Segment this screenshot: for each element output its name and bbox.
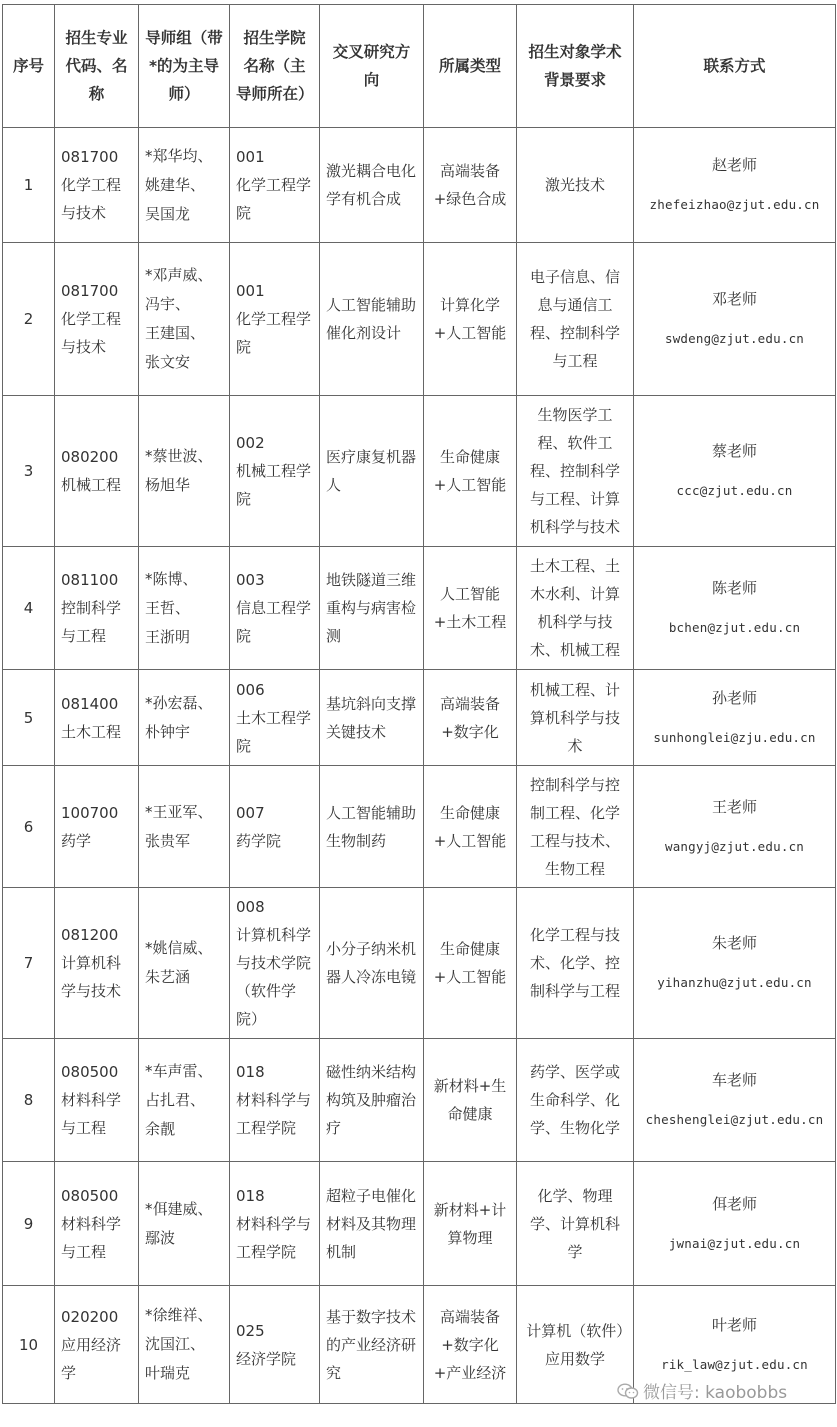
major-cell: [55, 128, 139, 243]
direction-cell: 基坑斜向支撑关键技术: [320, 670, 424, 766]
background-cell: 机械工程、计算机科学与技术: [517, 670, 634, 766]
major-cell: [55, 1286, 139, 1404]
major-cell: [55, 766, 139, 888]
major-cell: [55, 1162, 139, 1286]
category-cell: 高端装备+绿色合成: [424, 128, 517, 243]
advisor-name: 冯宇、: [145, 295, 191, 313]
advisor-name: 占扎君、: [145, 1090, 206, 1109]
major-code: 081100: [61, 571, 119, 589]
contact-name: 孙老师: [711, 688, 757, 707]
advisor-name: 王浙明: [145, 627, 191, 646]
header-category: 所属类型: [424, 5, 517, 128]
background-cell: 化学工程与技术、化学、控制科学与工程: [517, 888, 634, 1039]
school-name: 计算机科学与技术学院（软件学院）: [236, 926, 312, 1028]
school-cell: [230, 128, 320, 243]
school-code: 006: [236, 680, 265, 699]
background-cell: 电子信息、信息与通信工程、控制科学与工程: [517, 243, 634, 396]
school-code: 001: [236, 148, 265, 166]
row-index: 1: [3, 128, 55, 243]
advisor-name: *佴建威、: [145, 1199, 213, 1218]
table-row: [3, 243, 836, 396]
contact-name: 蔡老师: [711, 442, 757, 460]
school-name: 机械工程学院: [236, 462, 312, 508]
major-code: 081700: [61, 148, 119, 166]
direction-cell: 小分子纳米机器人冷冻电镜: [320, 888, 424, 1039]
school-cell: [230, 547, 320, 670]
major-cell: [55, 396, 139, 547]
advisor-name: *郑华均、: [145, 146, 213, 165]
header-contact: 联系方式: [634, 5, 836, 128]
school-name: 土木工程学院: [236, 708, 312, 755]
header-advisors: 导师组（带*的为主导师）: [139, 5, 230, 128]
table-row: [3, 670, 836, 766]
contact-email: sunhonglei@zju.edu.cn: [653, 729, 816, 745]
advisor-name: *孙宏磊、: [145, 693, 213, 712]
school-code: 025: [236, 1321, 265, 1340]
advisor-name: *陈博、: [145, 569, 198, 588]
major-code: 081700: [61, 282, 119, 300]
row-index: 4: [3, 547, 55, 670]
category-cell: 人工智能+土木工程: [424, 547, 517, 670]
contact-name: 佴老师: [711, 1194, 757, 1213]
major-cell: [55, 1039, 139, 1162]
school-code: 003: [236, 571, 265, 589]
background-cell: 化学、物理学、计算机科学: [517, 1162, 634, 1286]
advisor-name: *邓声威、: [145, 266, 213, 284]
contact-name: 邓老师: [711, 290, 757, 308]
advisor-name: *蔡世波、: [145, 447, 213, 465]
row-index: 5: [3, 670, 55, 766]
contact-name: 陈老师: [711, 579, 757, 597]
category-cell: 计算化学+人工智能: [424, 243, 517, 396]
advisor-name: *姚信威、: [145, 939, 213, 957]
contact-cell: [634, 1039, 836, 1162]
direction-cell: 医疗康复机器人: [320, 396, 424, 547]
watermark: [617, 1378, 787, 1403]
school-cell: [230, 1286, 320, 1404]
table-row: [3, 547, 836, 670]
major-cell: [55, 888, 139, 1039]
category-cell: 生命健康+人工智能: [424, 396, 517, 547]
contact-name: 王老师: [711, 797, 757, 816]
direction-cell: 基于数字技术的产业经济研究: [320, 1286, 424, 1404]
table-row: [3, 396, 836, 547]
advisor-name: 朴钟宇: [145, 722, 191, 741]
advisor-name: 余靓: [145, 1119, 176, 1138]
major-code: 081200: [61, 926, 119, 944]
contact-name: 朱老师: [711, 934, 757, 952]
contact-name: 车老师: [711, 1071, 757, 1089]
row-index: 2: [3, 243, 55, 396]
major-name: 机械工程: [61, 476, 122, 494]
school-cell: [230, 243, 320, 396]
advisor-name: 张贵军: [145, 831, 191, 850]
advisor-name: 杨旭华: [145, 476, 191, 494]
background-cell: 生物医学工程、软件工程、控制科学与工程、计算机科学与技术: [517, 396, 634, 547]
advisors-cell: [139, 128, 230, 243]
table-row: [3, 1162, 836, 1286]
school-name: 化学工程学院: [236, 176, 312, 222]
school-name: 化学工程学院: [236, 310, 312, 356]
advisor-name: 鄢波: [145, 1228, 176, 1247]
advisors-cell: [139, 766, 230, 888]
category-cell: 高端装备+数字化+产业经济: [424, 1286, 517, 1404]
contact-cell: [634, 547, 836, 670]
direction-cell: 人工智能辅助生物制药: [320, 766, 424, 888]
advisor-name: 朱艺涵: [145, 968, 191, 986]
header-school: 招生学院名称（主导师所在）: [230, 5, 320, 128]
contact-email: zhefeizhao@zjut.edu.cn: [649, 197, 820, 212]
advisors-cell: [139, 547, 230, 670]
direction-cell: 地铁隧道三维重构与病害检测: [320, 547, 424, 670]
table-row: [3, 888, 836, 1039]
contact-cell: [634, 766, 836, 888]
table-row: [3, 128, 836, 243]
advisor-name: 沈国江、: [145, 1335, 206, 1353]
advisors-cell: [139, 243, 230, 396]
advisor-name: 王哲、: [145, 598, 191, 617]
contact-email: cheshenglei@zjut.edu.cn: [645, 1112, 824, 1127]
category-cell: 新材料+计算物理: [424, 1162, 517, 1286]
school-code: 007: [236, 803, 265, 822]
advisor-name: 叶瑞克: [145, 1364, 191, 1382]
major-name: 药学: [61, 831, 92, 850]
school-cell: [230, 888, 320, 1039]
school-cell: [230, 766, 320, 888]
contact-name: 叶老师: [711, 1315, 757, 1334]
major-code: 100700: [61, 803, 119, 822]
major-name: 材料科学与工程: [61, 1091, 122, 1137]
header-row: [3, 5, 836, 128]
school-code: 018: [236, 1186, 265, 1205]
major-name: 土木工程: [61, 722, 122, 741]
header-direction: 交叉研究方向: [320, 5, 424, 128]
advisors-cell: [139, 1162, 230, 1286]
advisors-cell: [139, 888, 230, 1039]
direction-cell: 激光耦合电化学有机合成: [320, 128, 424, 243]
table-row: [3, 766, 836, 888]
contact-cell: [634, 128, 836, 243]
row-index: 6: [3, 766, 55, 888]
background-cell: 计算机（软件）应用数学: [517, 1286, 634, 1404]
contact-cell: [634, 670, 836, 766]
background-cell: 药学、医学或生命科学、化学、生物化学: [517, 1039, 634, 1162]
contact-email: yihanzhu@zjut.edu.cn: [657, 975, 812, 990]
contact-cell: [634, 888, 836, 1039]
advisor-name: *王亚军、: [145, 802, 213, 821]
contact-email: ccc@zjut.edu.cn: [676, 483, 793, 498]
school-cell: [230, 396, 320, 547]
background-cell: 激光技术: [517, 128, 634, 243]
direction-cell: 人工智能辅助催化剂设计: [320, 243, 424, 396]
school-cell: [230, 1162, 320, 1286]
school-code: 001: [236, 282, 265, 300]
table-row: [3, 1039, 836, 1162]
school-name: 材料科学与工程学院: [236, 1091, 312, 1137]
contact-cell: [634, 396, 836, 547]
row-index: 3: [3, 396, 55, 547]
major-name: 控制科学与工程: [61, 599, 122, 645]
contact-name: 赵老师: [711, 156, 757, 174]
direction-cell: 磁性纳米结构构筑及肿瘤治疗: [320, 1039, 424, 1162]
school-name: 药学院: [236, 831, 282, 850]
major-name: 计算机科学与技术: [61, 954, 122, 1000]
school-code: 002: [236, 434, 265, 452]
contact-email: swdeng@zjut.edu.cn: [664, 331, 805, 346]
major-cell: [55, 670, 139, 766]
advisors-cell: [139, 670, 230, 766]
school-code: 018: [236, 1063, 265, 1081]
wechat-icon: [617, 1382, 639, 1400]
admissions-table: [2, 4, 836, 1404]
major-code: 020200: [61, 1307, 119, 1326]
category-cell: 生命健康+人工智能: [424, 888, 517, 1039]
advisor-name: *车声雷、: [145, 1061, 213, 1080]
major-name: 化学工程与技术: [61, 176, 122, 222]
row-index: 8: [3, 1039, 55, 1162]
advisor-name: 张文安: [145, 353, 191, 371]
header-background: 招生对象学术背景要求: [517, 5, 634, 128]
watermark-text: 微信号: kaobobbs: [643, 1383, 788, 1403]
row-index: 10: [3, 1286, 55, 1404]
background-cell: 土木工程、土木水利、计算机科学与技术、机械工程: [517, 547, 634, 670]
contact-email: jwnai@zjut.edu.cn: [668, 1235, 801, 1251]
major-name: 应用经济学: [61, 1335, 122, 1382]
school-cell: [230, 670, 320, 766]
category-cell: 生命健康+人工智能: [424, 766, 517, 888]
category-cell: 新材料+生命健康: [424, 1039, 517, 1162]
direction-cell: 超粒子电催化材料及其物理机制: [320, 1162, 424, 1286]
header-idx: 序号: [3, 5, 55, 128]
advisor-name: *徐维祥、: [145, 1306, 213, 1324]
major-cell: [55, 547, 139, 670]
advisors-cell: [139, 1286, 230, 1404]
school-name: 材料科学与工程学院: [236, 1214, 312, 1261]
contact-email: rik_law@zjut.edu.cn: [661, 1356, 808, 1372]
major-name: 材料科学与工程: [61, 1214, 122, 1261]
category-cell: 高端装备+数字化: [424, 670, 517, 766]
school-code: 008: [236, 898, 265, 916]
contact-cell: [634, 243, 836, 396]
major-code: 080500: [61, 1063, 119, 1081]
major-code: 080500: [61, 1186, 119, 1205]
row-index: 7: [3, 888, 55, 1039]
background-cell: 控制科学与控制工程、化学工程与技术、生物工程: [517, 766, 634, 888]
contact-cell: [634, 1162, 836, 1286]
row-index: 9: [3, 1162, 55, 1286]
contact-email: bchen@zjut.edu.cn: [668, 620, 801, 635]
major-code: 081400: [61, 694, 119, 713]
advisor-name: 王建国、: [145, 324, 206, 342]
advisor-name: 姚建华、: [145, 175, 206, 194]
header-major: 招生专业代码、名称: [55, 5, 139, 128]
major-name: 化学工程与技术: [61, 310, 122, 356]
major-cell: [55, 243, 139, 396]
school-cell: [230, 1039, 320, 1162]
advisors-cell: [139, 396, 230, 547]
school-name: 信息工程学院: [236, 599, 312, 645]
advisors-cell: [139, 1039, 230, 1162]
contact-email: wangyj@zjut.edu.cn: [664, 838, 805, 854]
major-code: 080200: [61, 448, 119, 466]
school-name: 经济学院: [236, 1349, 297, 1368]
advisor-name: 吴国龙: [145, 204, 191, 223]
